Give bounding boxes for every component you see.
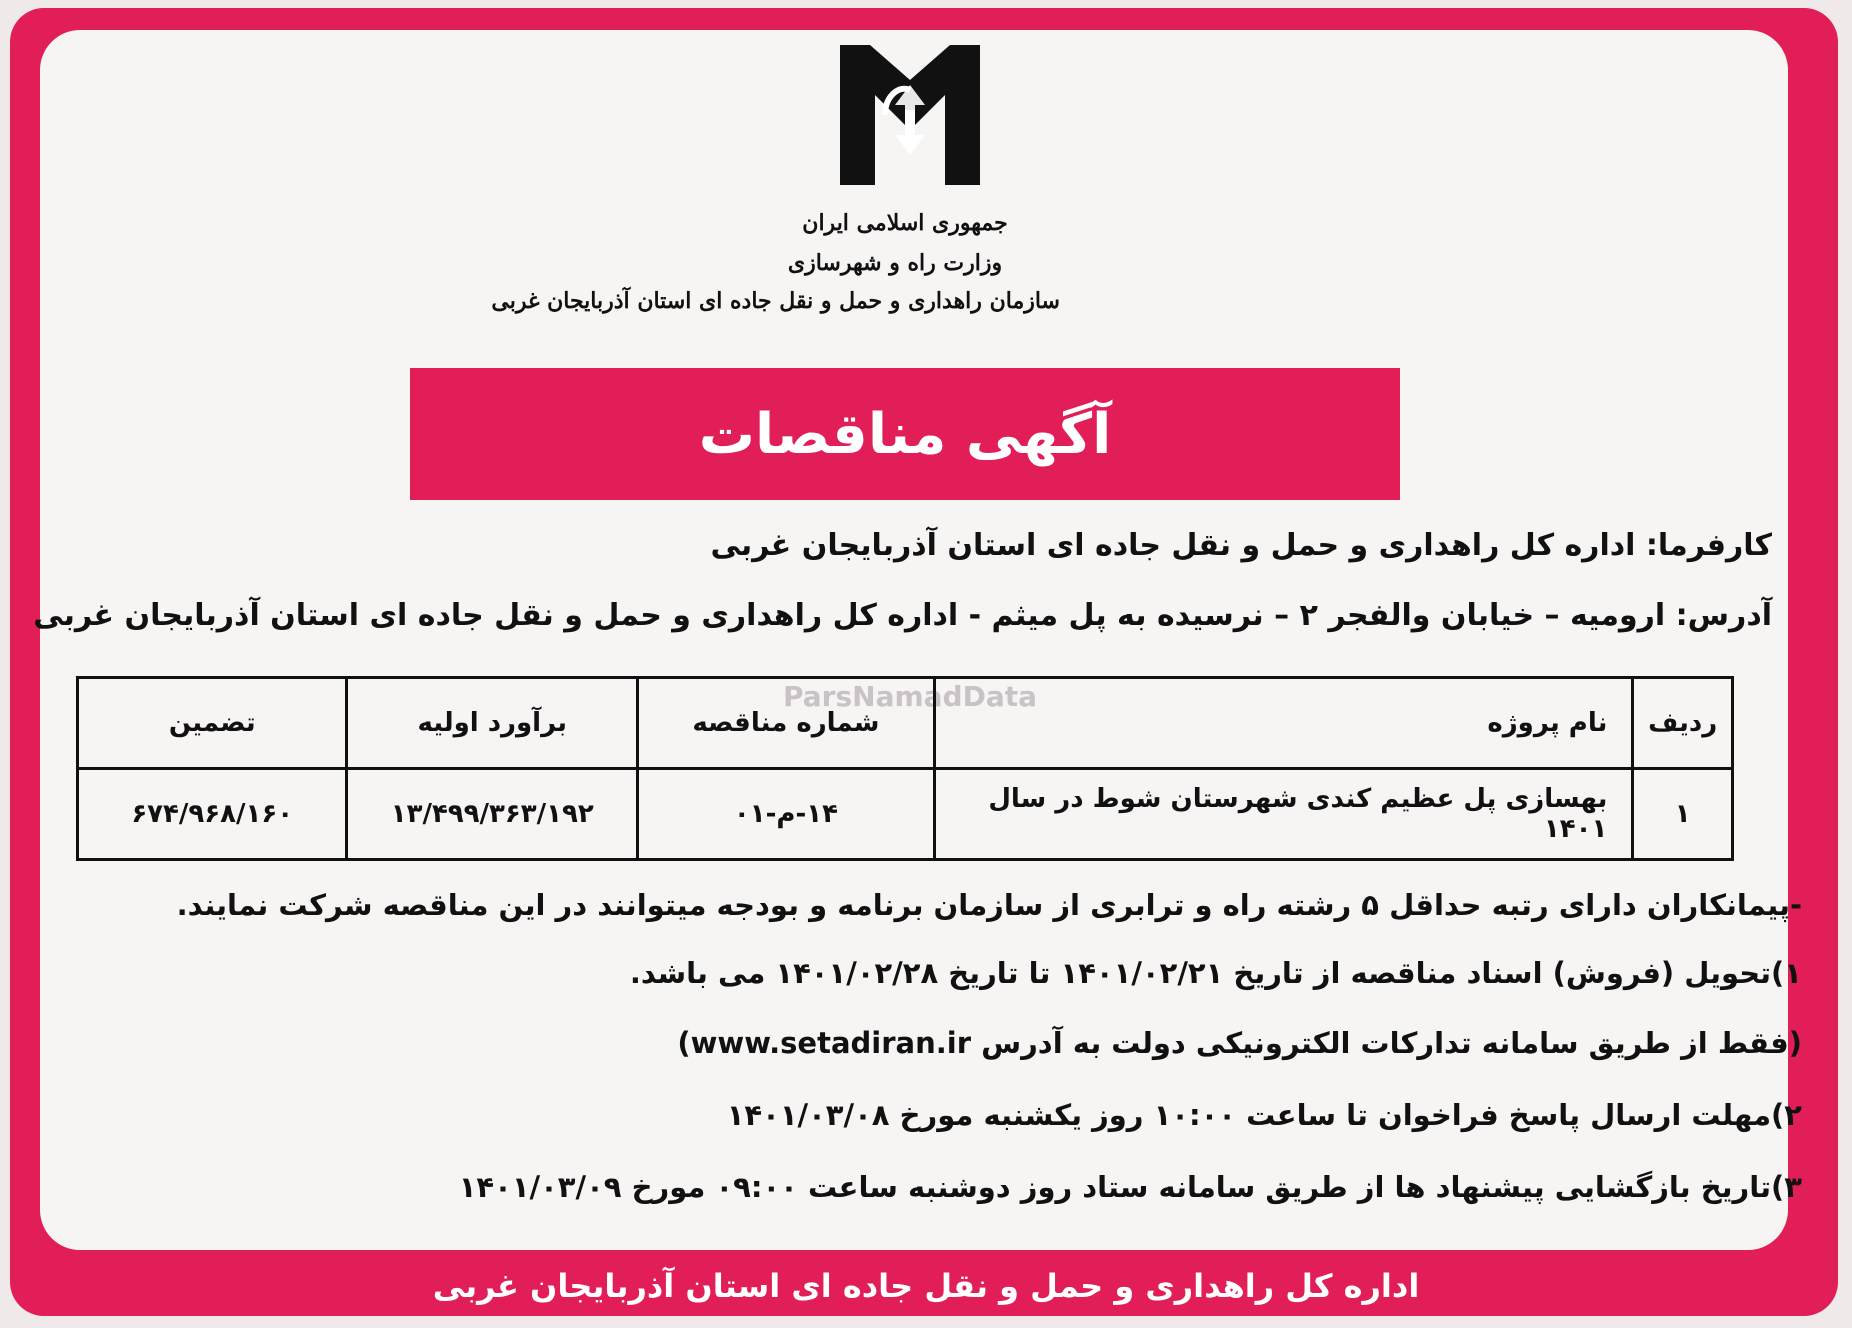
organization-name: سازمان راهداری و حمل و نقل جاده ای استان آذربایجان غربی [491,288,1060,314]
ad-title: آگهی مناقصات [698,401,1112,467]
header-tender-no: شماره مناقصه [638,678,935,769]
cell-project: بهسازی پل عظیم کندی شهرستان شوط در سال ۱۴۰۱ [934,769,1633,860]
road-ministry-logo [830,35,990,195]
tender-table [76,676,1734,861]
cell-bond: ۶۷۴/۹۶۸/۱۶۰ [78,769,347,860]
address-line: آدرس: ارومیه – خیابان والفجر ۲ – نرسیده به پل میثم - اداره کل راهداری و حمل و نقل جاده ای استان آذربایجان غربی [33,598,1772,633]
country-name: جمهوری اسلامی ایران [802,210,1008,236]
cell-estimate: ۱۳/۴۹۹/۳۶۳/۱۹۲ [347,769,638,860]
documents-delivery: ۱)تحویل (فروش) اسناد مناقصه از تاریخ ۱۴۰۱/۰۲/۲۱ تا تاریخ ۱۴۰۱/۰۲/۲۸ می باشد. [629,956,1802,990]
employer-line: کارفرما: اداره کل راهداری و حمل و نقل جاده ای استان آذربایجان غربی [710,528,1772,563]
table-header-row [78,678,1733,769]
setad-notice: (فقط از طریق سامانه تدارکات الکترونیکی دولت به آدرس www.setadiran.ir) [677,1026,1802,1060]
header-row-no: ردیف [1633,678,1733,769]
watermark: ParsNamadData [783,680,1037,713]
submission-deadline: ۲)مهلت ارسال پاسخ فراخوان تا ساعت ۱۰:۰۰ روز یکشنبه مورخ ۱۴۰۱/۰۳/۰۸ [726,1098,1802,1132]
ministry-name: وزارت راه و شهرسازی [787,250,1003,276]
footer-organization: اداره کل راهداری و حمل و نقل جاده ای استان آذربایجان غربی [432,1267,1420,1305]
header-bond: تضمین [78,678,347,769]
eligibility-note: -پیمانکاران دارای رتبه حداقل ۵ رشته راه و ترابری از سازمان برنامه و بودجه میتوانند در این مناقصه شرکت نمایند. [176,888,1802,922]
header-project: نام پروژه [934,678,1633,769]
table-row [78,769,1733,860]
opening-date: ۳)تاریخ بازگشایی پیشنهاد ها از طریق سامانه ستاد روز دوشنبه ساعت ۰۹:۰۰ مورخ ۱۴۰۱/۰۳/۰۹ [458,1170,1802,1204]
ad-title-banner [410,368,1400,500]
cell-row-no: ۱ [1633,769,1733,860]
cell-tender-no: ۱۴-م-۰۱ [638,769,935,860]
header-estimate: برآورد اولیه [347,678,638,769]
